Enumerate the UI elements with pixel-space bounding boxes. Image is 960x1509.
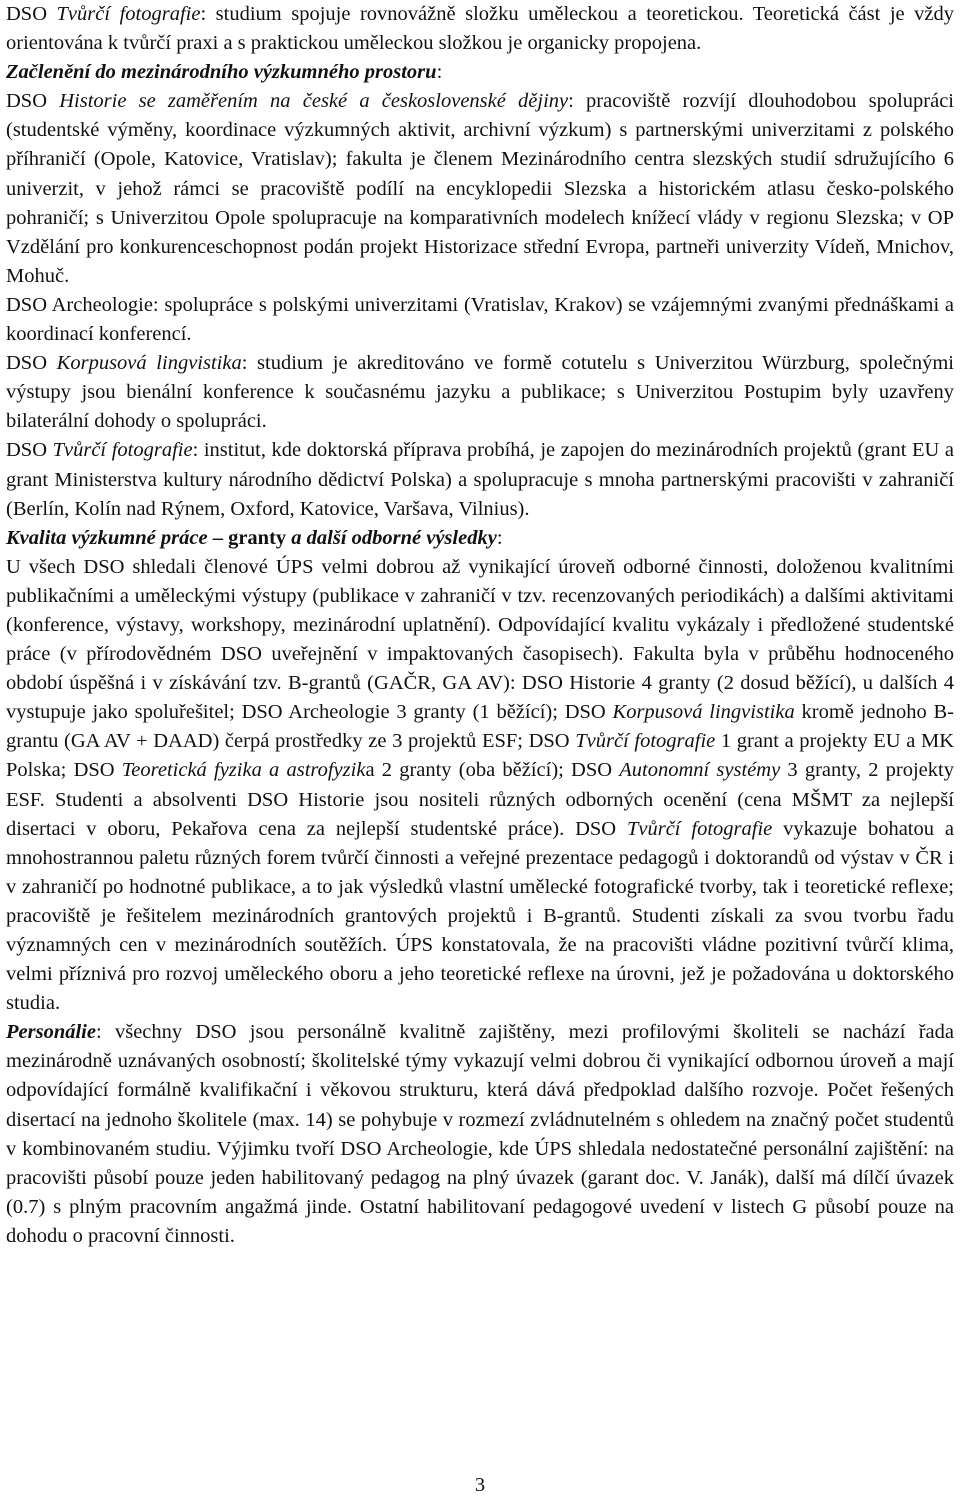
text-run: :	[496, 526, 503, 549]
text-run: Začlenění do mezinárodního výzkumného prostoru	[6, 61, 437, 84]
text-run: Historie se zaměřením na české a československé dějiny	[59, 90, 569, 113]
heading-international-research	[6, 58, 954, 87]
paragraph-history-dso	[6, 87, 954, 291]
text-run	[6, 1021, 96, 1043]
page-number: 3	[474, 1474, 486, 1496]
text-run: DSO	[6, 90, 60, 113]
text-run: DSO Archeologie: spolupráce s polskými univerzitami (Vratislav, Krakov) se vzájemnými zvanými přednáškami a koordinací konferencí.	[6, 293, 954, 346]
document-body	[6, 0, 954, 1251]
paragraph-photography-dso	[6, 436, 954, 523]
text-run: 1 grant a projekty EU a MK Polska; DSO	[6, 730, 954, 782]
text-run: Autonomní systémy	[619, 759, 781, 782]
heading-research-quality	[6, 524, 954, 553]
paragraph-personnel	[6, 1018, 954, 1251]
text-run: : všechny DSO jsou personálně kvalitně zajištěny, mezi profilovými školiteli se nachází řada mezinárodně uznávaných osobností; školitelské týmy vykazují velmi dobrou či vynikající odbornou úroveň a mají odpovídající formálně kvalifikační i věkovou strukturu, která dává předpoklad dalšího rozvoje. Počet řešených disertací na jednoho školitele (max. 14) se pohybuje v rozmezí zvládnutelném s ohledem na značný počet studentů v kombinovaném studiu. Výjimku tvoří DSO Archeologie, kde ÚPS shledala nedostatečné personální zajištění: na pracovišti působí pouze jeden habilitovaný pedagog na plný úvazek (garant doc. V. Janák), další má dílčí úvazek (0.7) s plným pracovním angažmá jinde. Ostatní habilitovaní pedagogové uvedení v listech G působí pouze na dohodu o pracovní činnosti.	[6, 1021, 954, 1247]
text-run: :	[436, 61, 443, 84]
text-run: Personálie	[6, 1021, 96, 1044]
text-run: Tvůrčí fotografie	[56, 3, 201, 25]
text-run	[6, 527, 208, 549]
text-run: – granty	[207, 526, 292, 549]
text-run: : studium je akreditováno ve formě cotutelu s Univerzitou Würzburg, společnými výstupy jsou bienální konference k současnému jazyku a publikace; s Univerzitou Postupim byly uzavřeny bilaterální dohody o spolupráci.	[6, 352, 954, 433]
text-run: 3 granty, 2 projekty ESF. Studenti a absolventi DSO Historie jsou nositeli různých odborných ocenění (cena MŠMT za nejlepší disertaci v oboru, Pekařova cena za nejlepší studentské práce). DSO	[6, 759, 954, 840]
text-run: Kvalita výzkumné práce	[6, 526, 208, 549]
text-run: Tvůrčí fotografie	[52, 439, 193, 462]
text-run	[6, 61, 437, 83]
text-run: Korpusová lingvistika	[612, 701, 795, 724]
paragraph-corpus-linguistics-dso	[6, 349, 954, 436]
paragraph-photography-study	[6, 0, 954, 58]
text-run: vykazuje bohatou a mnohostrannou paletu různých forem tvůrčí činnosti a veřejné prezentace pedagogů i doktorandů od výstav v ČR i v zahraničí po hodnotné publikace, a to jak výsledků vlastní umělecké fotografické tvorby, tak i teoretické reflexe; pracoviště je řešitelem mezinárodních grantových projektů i B-grantů. Studenti získali za svou tvorbu řadu významných cen v mezinárodních soutěžích. ÚPS konstatovala, že na pracovišti vládne pozitivní tvůrčí klima, velmi příznivá pro rozvoj uměleckého oboru a jeho teoretické reflexe na úrovni, jež je požadována u doktorského studia.	[6, 817, 954, 1015]
text-run: : studium spojuje rovnovážně složku uměleckou a teoretickou. Teoretická část je vždy orientována k tvůrčí praxi a s praktickou uměleckou složkou je organicky propojena.	[6, 3, 954, 55]
text-run: Tvůrčí fotografie	[626, 817, 773, 840]
text-run: Tvůrčí fotografie	[575, 730, 716, 753]
text-run: a 2 granty (oba běžící); DSO	[365, 759, 620, 782]
text-run: U všech DSO shledali členové ÚPS velmi dobrou až vynikající úroveň odborné činnosti, doloženou kvalitními publikačními a uměleckými výstupy (publikace v zahraničí v tzv. recenzovaných periodikách) a dalšími aktivitami (konference, výstavy, workshopy, mezinárodní uplatnění). Odpovídající kvalitu vykázaly i předložené studentské práce (v přírodovědném DSO uveřejnění v impaktovaných časopisech). Fakulta byla v průběhu hodnoceného období úspěšná i v získávání tzv. B-grantů (GAČR, GA AV): DSO Historie 4 granty (2 dosud běžící), u dalších 4 vystupuje jako spoluřešitel; DSO Archeologie 3 granty (1 běžící); DSO	[6, 555, 954, 724]
text-run: a další odborné výsledky	[291, 526, 497, 549]
text-run: DSO	[6, 439, 53, 462]
text-run: DSO	[6, 352, 57, 375]
text-run: kromě jednoho B-grantu (GA AV + DAAD) čerpá prostředky ze 3 projektů ESF; DSO	[6, 701, 954, 753]
paragraph-archaeology-dso	[6, 291, 954, 349]
text-run: DSO	[6, 3, 57, 25]
text-run: Korpusová lingvistika	[56, 352, 242, 375]
text-run: : institut, kde doktorská příprava probíhá, je zapojen do mezinárodních projektů (grant EU a grant Ministerstva kultury národního dědictví Polska) a spolupracuje s mnoha partnerskými pracovišti v zahraničí (Berlín, Kolín nad Rýnem, Oxford, Katovice, Varšava, Vilnius).	[6, 439, 954, 520]
text-run: : pracoviště rozvíjí dlouhodobou spolupráci (studentské výměny, koordinace výzkumných aktivit, archivní výzkum) s partnerskými univerzitami z polského příhraničí (Opole, Katovice, Vratislav); fakulta je členem Mezinárodního centra slezských studií sdružujícího 6 univerzit, v jehož rámci se pracoviště podílí na encyklopedii Slezska a historickém atlasu česko-polského pohraničí; s Univerzitou Opole spolupracuje na komparativních modelech knížecí vlády v regionu Slezska; v OP Vzdělání pro konkurenceschopnost podán projekt Historizace střední Evropa, partneři univerzity Vídeň, Mnichov, Mohuč.	[6, 90, 955, 287]
text-run	[291, 527, 497, 549]
paragraph-research-quality	[6, 553, 954, 1019]
text-run: Teoretická fyzika a astrofyzik	[121, 759, 366, 782]
